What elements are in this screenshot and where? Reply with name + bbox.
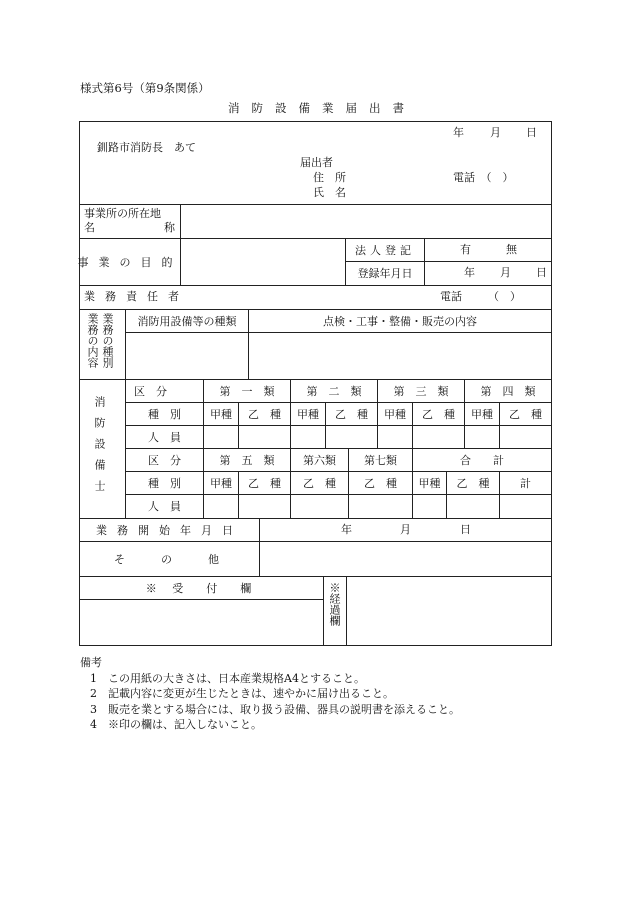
kou-3: 甲種	[384, 407, 406, 421]
office-name-label-b: 称	[164, 221, 175, 234]
otsu-3: 乙 種	[422, 407, 455, 421]
kou-1: 甲種	[210, 407, 232, 421]
date-day-label: 日	[526, 126, 537, 139]
otsu-total: 乙 種	[456, 476, 490, 490]
other-label: その他	[114, 552, 255, 566]
kou-total: 甲種	[418, 476, 441, 490]
office-location-label: 事業所の所在地	[84, 207, 161, 220]
notes-heading: 備考	[80, 656, 102, 669]
date-year-label: 年	[453, 126, 464, 139]
corp-reg-yes: 有	[460, 243, 471, 256]
row-shubetsu-2: 種 別	[148, 476, 181, 490]
business-start-label: 業務開始年月日	[96, 523, 243, 537]
reception-label: ※ 受 付 欄	[145, 581, 258, 595]
note-item-4: 4 ※印の欄は、記入しないこと。	[90, 718, 262, 731]
manager-phone-label: 電話	[440, 290, 462, 303]
work-content-header: 点検・工事・整備・販売の内容	[323, 314, 477, 328]
document-title: 消防設備業届出書	[228, 101, 416, 115]
otsu-4: 乙 種	[509, 407, 542, 421]
addressee: 釧路市消防長 あて	[97, 141, 196, 154]
class-2-header: 第 二 類	[306, 384, 362, 398]
phone-label: 電話 （ ）	[453, 171, 514, 184]
otsu-7: 乙 種	[364, 476, 397, 490]
start-month: 月	[400, 523, 411, 536]
class-5-header: 第 五 類	[219, 453, 275, 467]
manager-label: 業務責任者	[84, 290, 189, 303]
applicant-label: 届出者	[300, 156, 333, 169]
note-item-1: 1 この用紙の大きさは、日本産業規格A4とすること。	[90, 671, 365, 685]
row-jinin-2: 人 員	[148, 500, 181, 513]
otsu-1: 乙 種	[248, 407, 281, 421]
note-item-2: 2 記載内容に変更が生じたときは、速やかに届け出ること。	[90, 687, 394, 700]
business-purpose-label: 事業の目的	[77, 255, 183, 269]
notes-section	[80, 655, 460, 733]
row-jinin-1: 人 員	[148, 430, 181, 444]
name-label: 氏 名	[313, 186, 346, 199]
kou-2: 甲種	[297, 407, 319, 421]
otsu-2: 乙 種	[335, 407, 368, 421]
progress-label: ※経過欄	[328, 582, 341, 626]
fire-engineer-label: 消防設備士	[93, 396, 106, 501]
row-kubun-2: 区 分	[148, 453, 181, 467]
start-day: 日	[460, 523, 471, 536]
kou-4: 甲種	[471, 407, 493, 421]
reg-year: 年	[464, 266, 475, 279]
manager-phone-paren: （ ）	[488, 290, 521, 303]
kou-5: 甲種	[210, 476, 232, 490]
row-shubetsu-1: 種 別	[148, 407, 181, 421]
reg-day: 日	[536, 266, 547, 279]
business-content-label: 業務の内容	[86, 313, 99, 368]
office-name-label-a: 名	[84, 221, 95, 234]
class-4-header: 第 四 類	[480, 384, 536, 398]
start-year: 年	[341, 523, 352, 536]
date-month-label: 月	[490, 126, 501, 139]
class-3-header: 第 三 類	[393, 384, 449, 398]
address-label: 住 所	[313, 171, 346, 184]
class-1-header: 第 一 類	[219, 384, 275, 398]
equipment-type-header: 消防用設備等の種類	[137, 314, 237, 328]
class-7-header: 第七類	[364, 453, 397, 467]
class-6-header: 第六類	[303, 453, 336, 467]
note-item-3: 3 販売を業とする場合には、取り扱う設備、器具の説明書を添えること。	[90, 702, 460, 716]
corp-registration-label: 法人登記	[355, 243, 415, 257]
otsu-6: 乙 種	[303, 476, 336, 490]
reg-month: 月	[500, 266, 511, 279]
corp-reg-no: 無	[506, 243, 517, 256]
row-kubun-1: 区 分	[134, 384, 167, 398]
total-header: 合 計	[460, 453, 504, 467]
form-code: 様式第6号（第9条関係）	[80, 81, 210, 95]
registration-date-label: 登録年月日	[357, 267, 413, 280]
total-kei: 計	[520, 476, 531, 490]
business-type-label: 業務の種別	[101, 313, 114, 368]
otsu-5: 乙 種	[248, 476, 281, 490]
